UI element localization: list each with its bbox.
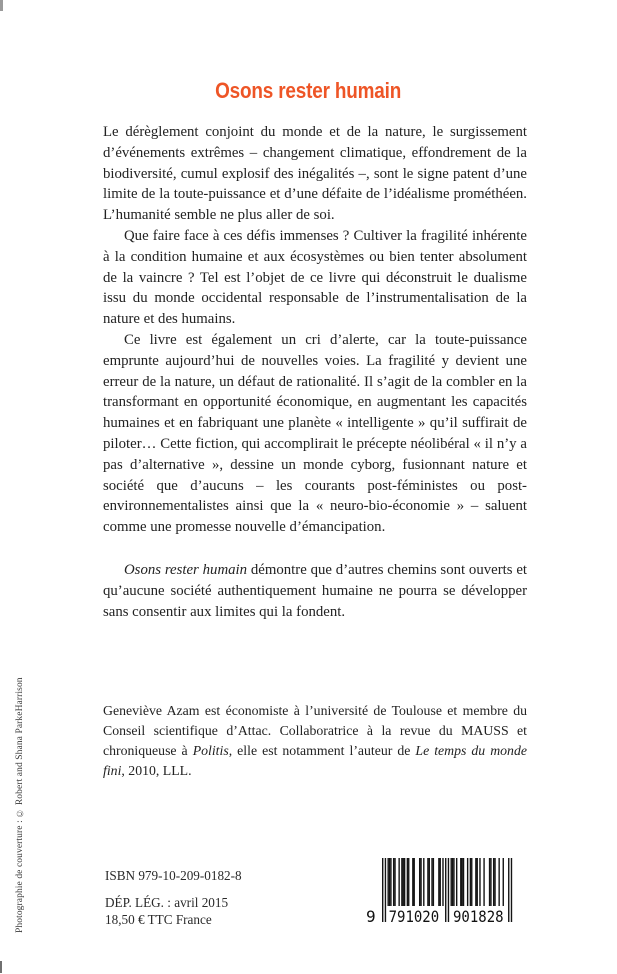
body-paragraph-3: Ce livre est également un cri d’alerte, car la toute-puissance emprunte aujourd’hui de nouvelles voies. La fragilité y devient une erreur de la nature, un défaut de rationalité. Il s’agit de la combler en la transformant en opportunité économique, en augmentant les capacités humaines et en fabriquant une planète « intelligente » qu’il suffirait de piloter… Cette fiction, qui accomplirait le précepte néolibéral « il n’y a pas d’alternative », dessine un monde cyborg, fusionnant nature et société que d’aucuns – les courants post-féministes ou post-environnementalistes ainsi que la « neuro-bio-économie » – saluent comme une promesse nouvelle d’émancipation. — [103, 331, 527, 536]
page-title — [0, 78, 617, 104]
author-bio-journal: Politis — [192, 743, 229, 758]
page-title-text: Osons rester humain — [215, 78, 402, 103]
author-bio-text-3: , 2010, LLL. — [121, 763, 192, 778]
imprint-block — [105, 867, 242, 928]
legal-deposit-label: DÉP. LÉG. : avril 2015 — [105, 895, 229, 910]
svg-text:791020: 791020 — [388, 907, 440, 926]
body-paragraph-2: Que faire face à ces défis immenses ? Cultiver la fragilité inhérente à la condition humaine et aux écosystèmes ou bien tenter absolument de la vaincre ? Tel est l’objet de ce livre qui déconstruit le dualisme issu du monde occidental responsable de l’instrumentalisation de la nature et des humains. — [103, 227, 527, 328]
body-paragraph-1: Le dérèglement conjoint du monde et de la nature, le surgissement d’événements extrêmes – changement climatique, effondrement de la biodiversité, cumul explosif des inégalités –, sont le signe patent d’une limite de la toute-puissance et d’une défaite de l’idéalisme prométhéen. L’humanité semble ne plus aller de soi. — [103, 124, 527, 224]
closing-paragraph-book-title: Osons rester humain — [124, 561, 248, 578]
isbn-label: ISBN 979-10-209-0182-8 — [105, 868, 242, 883]
svg-text:9: 9 — [366, 907, 376, 926]
scan-edge-artifact-top — [0, 0, 3, 11]
closing-paragraph-text: démontre que d’autres chemins sont ouverts et qu’aucune société authentiquement humaine ne pourra se développer sans consentir aux limites qui la fondent. — [103, 561, 528, 620]
scan-edge-artifact-bottom — [0, 961, 2, 973]
author-bio — [103, 701, 527, 781]
author-bio-text-1: Geneviève Azam est économiste à l’université de Toulouse et membre du Conseil scientifique d’Attac. Collaboratrice à la revue du MAUSS et chroniqueuse à — [103, 703, 527, 758]
back-cover-text — [103, 122, 527, 622]
price-label: 18,50 € TTC France — [105, 912, 212, 927]
author-bio-text-2: , elle est notamment l’auteur de — [228, 743, 416, 758]
photo-credit: Photographie de couverture : © Robert and Shana ParkeHarrison — [15, 677, 25, 933]
closing-paragraph — [103, 560, 527, 622]
author-bio-previous-book: Le temps du monde fini — [103, 743, 527, 778]
barcode — [364, 856, 516, 931]
barcode-graphic — [364, 856, 516, 926]
svg-text:901828: 901828 — [453, 907, 504, 926]
